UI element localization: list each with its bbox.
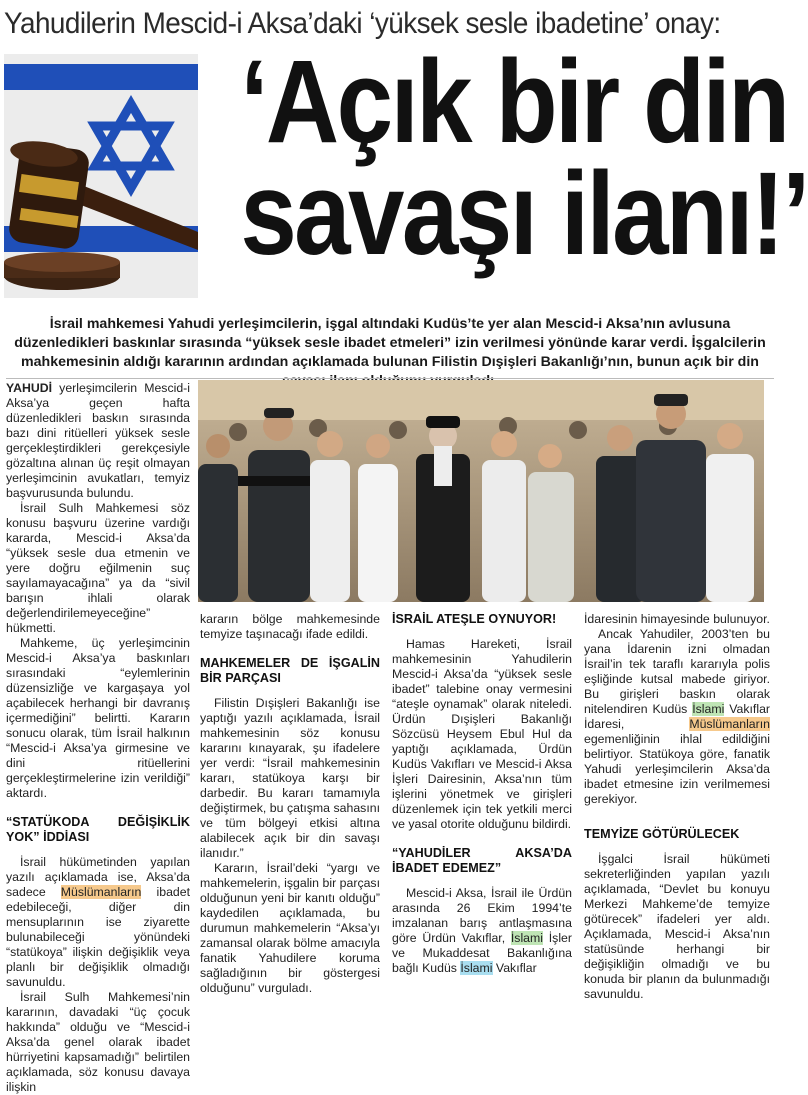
lead-paragraph: İsrail mahkemesi Yahudi yerleşimcilerin, işgal altındaki Kudüs’te yer alan Mescid-i Aksa’nın avlusuna düzenledikleri baskınlar sırasında “yüksek sesle ibadet etmeleri” izin verilmesi yönünde karar verdi. İşgalcilerin mahkemesinin aldığı kararının ardından açıklamada bulunan Filistin Dışişleri Bakanlığı’nın, bunun açık bir din [14, 316, 766, 370]
col3-paragraph-1: Hamas Hareketi, İsrail mahkemesinin Yahudilerin Mescid-i Aksa’da “yüksek sesle ibadet” talebine onay vermesini “ateşle oynamak” olarak niteledi. Ürdün Dışişleri Bakanlığı Sözcüsü Heysem Ebul Hul da yaptığı açıklamada, Ürdün Kudüs Vakıfları ve Mescid-i Aksa İşleri Dairesinin, Aksa’nın tüm işlerini yönetmek ve girişleri düzenlemek için tek yetkili merci ve yasal otorite olduğunu bildirdi. [392, 637, 572, 831]
settlers-police-photo [198, 380, 764, 602]
col3-paragraph-2 [392, 886, 572, 976]
col2-paragraph-2: Filistin Dışişleri Bakanlığı ise yaptığı yazılı açıklamada, İsrail mahkemesinin söz konusu kararını kınayarak, şu ifadelere yer verdi: “İsrail mahkemesinin kararı, statükoya karşı bir darbedir. Bu kararı tamamıyla değiştirmek, bu çatışma sahasını ve tüm bölgeyi etkisi altına alabilecek açık bir din savaşı ilanıdır.” [200, 696, 380, 860]
col4-paragraph-2-a: Ancak Yahudiler, 2003’ten bu yana İdarenin izni olmadan İsrail’in tek taraflı kararıyla polis eşliğinde kutsal mabede giriyor. Bu girişleri baskın olarak nitelendiren Kudüs [584, 627, 770, 716]
subheading-yahudiler-aksada: “YAHUDİLER AKSA’DA İBADET EDEMEZ” [392, 846, 572, 875]
col3-paragraph-2-c: Vakıflar [492, 961, 537, 975]
col4-paragraph-1: İdaresinin himayesinde bulunuyor. [584, 612, 770, 626]
col4-paragraph-2 [584, 627, 770, 807]
subheading-temyize: TEMYİZE GÖTÜRÜLECEK [584, 827, 740, 841]
kicker-title: Yahudilerin Mescid-i Aksa’daki ‘yüksek sesle ibadetine’ onay: [4, 7, 721, 40]
col2-paragraph-1: kararın bölge mahkemesinde temyize taşınacağı ifade edildi. [200, 612, 380, 641]
subheading-atesle-oynuyor: İSRAİL ATEŞLE OYNUYOR! [392, 612, 557, 626]
col3-paragraph-2-a: Mescid-i Aksa, İsrail ile Ürdün arasında 26 Ekim 1994’te imzalanan barış antlaşmasına göre Ürdün Vakıflar, [392, 886, 572, 945]
highlight-islami-3: İslami [692, 702, 725, 716]
col4-paragraph-3: İşgalci İsrail hükümeti sekreterliğinden yapılan yazılı açıklamada, “Devlet bu konuyu Merkezi Mahkeme’de temyize götürecek” ifadeleri yer aldı. Açıklamada, Mescid-i Aksa’nın statüsünde herhangi bir değişikliğin olmadığı ve bu konuda bir planın da bulunmadığı savunuldu. [584, 852, 770, 1001]
flag-gavel-illustration [4, 54, 198, 298]
col1-paragraph-4 [6, 855, 190, 990]
highlight-muslumanlarin: Müslümanların [60, 885, 142, 899]
col1-paragraph-4-b: ibadet edebileceği, diğer din mensuplarının ise ziyarette bulunabileceği yönündeki “statükoya” ilişkin değişiklik veya planlı bir değişiklik olmadığı savunuldu. [6, 885, 190, 989]
headline-line-1: ‘Açık bir din [240, 36, 788, 168]
article-column-3 [392, 604, 572, 976]
col4-paragraph-2-b: Vakıflar İdaresi, [584, 702, 770, 731]
col1-paragraph-5: İsrail Sulh Mahkemesi’nin kararının, davadaki “üç çocuk hakkında” olduğu ve “Mescid-i Aksa’da genel olarak ibadet hürriyetini kapsamadığı” belirtilen açıklamada, söz konusu davaya ilişkin [6, 990, 190, 1094]
col4-paragraph-2-c: egemenliğinin ihlal edildiğini belirtiyor. Statükoya göre, fanatik Yahudi yerleşimcilerin Aksa’da ibadet etmesine izin verilmemesi gerekiyor. [584, 732, 770, 806]
article-column-2 [200, 612, 380, 996]
drop-word: YAHUDİ [6, 381, 53, 395]
col3-paragraph-2-b: İşler ve Mukaddesat Bakanlığına bağlı Kudüs [392, 931, 572, 975]
col1-paragraph-1-text: yerleşimcilerin Mescid-i Aksa’ya geçen hafta düzenledikleri baskın sırasında bazı dini ritüelleri yüksek sesle gerçekleştirdikleri gerekçesiyle gözaltına alınan üç reşit olmayan yerleşimcinin avukatları, temyiz başvurusunda bulundu. [6, 381, 190, 500]
highlight-islami-2: İslami [460, 961, 493, 975]
headline-line-2: savaşı ilanı!’ [240, 148, 808, 280]
col1-paragraph-3: Mahkeme, üç yerleşimcinin Mescid-i Aksa’ya baskınları sırasındaki “eylemlerinin düzensizliğe ve kargaşaya yol açabilecek herhangi bir davranış içermediğini” belirtti. Kararın sonucu olarak, tüm İsrail halkının “Mescid-i Aksa’ya girmesine ve dini ritüellerini gerçekleştirmelerine izin verildiği” aktardı. [6, 636, 190, 800]
col1-paragraph-2: İsrail Sulh Mahkemesi söz konusu başvuru üzerine vardığı kararda, Mescid-i Aksa’da “yüksek sesle dua etmenin ve yere doğru eğilmenin suç sayılamayacağına” ya da “sivil barışın ihlali olarak değerlendirilemeyeceğine” hükmetti. [6, 501, 190, 635]
divider [6, 378, 774, 379]
subheading-statuko: “STATÜKODA DEĞİŞİKLİK YOK” İDDİASI [6, 815, 190, 844]
flag-gavel-image [4, 54, 198, 298]
crowd-photo-illustration [198, 380, 764, 602]
article-column-4 [584, 612, 770, 1002]
col1-paragraph-4-a: İsrail hükümetinden yapılan yazılı açıklamada ise, Aksa’da sadece [6, 855, 190, 899]
subheading-mahkemeler: MAHKEMELER DE İŞGALİN BİR PARÇASI [200, 656, 380, 685]
highlight-muslumanlarin-2: Müslümanların [689, 717, 770, 731]
col1-paragraph-1 [6, 381, 190, 501]
article-column-1 [6, 381, 190, 1095]
highlight-islami-1: İslami [510, 931, 543, 945]
headline [240, 36, 808, 306]
col2-paragraph-3: Kararın, İsrail’deki “yargı ve mahkemelerin, işgalin bir parçası olduğunun yeni bir kanıtı olduğu” kaydedilen açıklamada, bu durumun mahkemelerin “Aksa’yı zamansal olarak bölme amacıyla fanatik Yahudilere koruma sağladığının bir göstergesi olduğunu” vurguladı. [200, 861, 380, 995]
